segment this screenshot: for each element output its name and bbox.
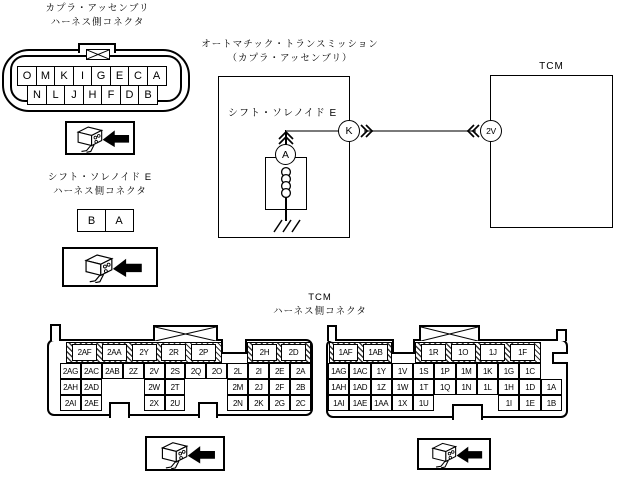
pin-1K: 1K (477, 363, 498, 379)
wire-solenoid-to-k (286, 130, 340, 132)
tcm-box (490, 75, 613, 228)
pin-H: H (83, 85, 103, 105)
connector-tab (556, 329, 567, 341)
pin-1T: 1T (413, 379, 434, 395)
pin-2S: 2S (165, 363, 186, 379)
pin-N: N (27, 85, 47, 105)
solenoid-inner-label: シフト・ソレノイド E (228, 108, 338, 119)
pin-1AI: 1AI (328, 395, 349, 411)
pin-2AE: 2AE (81, 395, 102, 411)
solenoid-winding-terminal: A (275, 144, 296, 165)
pin-J: J (64, 85, 84, 105)
pin-2O: 2O (206, 363, 227, 379)
pin-2B: 2B (290, 379, 311, 395)
pin-1AH: 1AH (328, 379, 349, 395)
pin-2N: 2N (227, 395, 248, 411)
coupler-connector-label-line2: ハーネス側コネクタ (50, 16, 145, 28)
pin-1Z: 1Z (371, 379, 392, 395)
coupler-connector-label (20, 2, 175, 29)
solenoid-connector-label (20, 171, 180, 198)
pin-1P: 1P (434, 363, 455, 379)
pin-2AC: 2AC (81, 363, 102, 379)
pin-B: B (77, 209, 106, 232)
ground-icon (271, 219, 303, 233)
pin-1E: 1E (519, 395, 540, 411)
pin-1Y: 1Y (371, 363, 392, 379)
coupler-connector-drawing (2, 49, 190, 112)
pin-G: G (91, 66, 111, 86)
pin-1O: 1O (451, 344, 476, 361)
pin-2X: 2X (144, 395, 165, 411)
pin-2I: 2I (248, 363, 269, 379)
pin-2E: 2E (269, 363, 290, 379)
pin-strip-hatched (66, 342, 222, 363)
connector-keyway-icon (153, 325, 218, 341)
pin-2AD: 2AD (81, 379, 102, 395)
pin-strip-hatched (247, 342, 311, 363)
pin-2P: 2P (191, 344, 216, 361)
pin-2G: 2G (269, 395, 290, 411)
pin-2M: 2M (227, 379, 248, 395)
pin-2Y: 2Y (132, 344, 157, 361)
connector-keyway-icon (86, 49, 110, 60)
pin-1F: 1F (510, 344, 535, 361)
pin-1G: 1G (498, 363, 519, 379)
coupler-pin-row-2 (27, 85, 158, 105)
connector-tab (327, 325, 337, 341)
coil-icon (276, 166, 296, 198)
pin-2H: 2H (252, 344, 277, 361)
connector-view-icon (145, 436, 225, 471)
pin-2K: 2K (248, 395, 269, 411)
connector-view-icon (417, 438, 491, 470)
pin-2U: 2U (165, 395, 186, 411)
connector-view-icon (65, 121, 135, 155)
pin-1D: 1D (519, 379, 540, 395)
pin-2T: 2T (165, 379, 186, 395)
connector-3d-sketch-icon (152, 439, 218, 469)
pin-strip-hatched (415, 342, 541, 363)
connector-3d-sketch-icon (423, 440, 485, 468)
inline-connector-right-icon (359, 123, 374, 139)
pin-D: D (120, 85, 140, 105)
pin-1R: 1R (421, 344, 446, 361)
pin-E: E (110, 66, 130, 86)
pin-2W: 2W (144, 379, 165, 395)
pin-A: A (105, 209, 134, 232)
pin-2AI: 2AI (60, 395, 81, 411)
pin-2A: 2A (290, 363, 311, 379)
ground-wire (285, 196, 287, 221)
pin-grid-left (60, 363, 311, 411)
terminal-k: K (338, 120, 360, 142)
pin-1AE: 1AE (349, 395, 370, 411)
solenoid-connector-drawing (77, 209, 134, 232)
pin-1AB: 1AB (363, 344, 388, 361)
tcm-box-label: TCM (539, 61, 564, 72)
pin-1C: 1C (519, 363, 540, 379)
terminal-2v: 2V (480, 120, 502, 142)
pin-grid-right (328, 363, 562, 411)
pin-2AB: 2AB (102, 363, 123, 379)
pin-1I: 1I (498, 395, 519, 411)
tcm-harness-connector-label-line1: TCM (308, 292, 332, 303)
pin-1J: 1J (480, 344, 505, 361)
pin-2V: 2V (144, 363, 165, 379)
pin-1H: 1H (498, 379, 519, 395)
pin-2AG: 2AG (60, 363, 81, 379)
tcm-connector-left-drawing (47, 339, 313, 416)
pin-1N: 1N (456, 379, 477, 395)
pin-strip-hatched (329, 342, 392, 363)
pin-F: F (101, 85, 121, 105)
pin-1V: 1V (392, 363, 413, 379)
inline-connector-up-icon (278, 131, 294, 146)
pin-1U: 1U (413, 395, 434, 411)
tcm-harness-connector-label-line2: ハーネス側コネクタ (273, 305, 367, 317)
pin-O: O (17, 66, 37, 86)
pin-1X: 1X (392, 395, 413, 411)
pin-1AD: 1AD (349, 379, 370, 395)
pin-2AF: 2AF (72, 344, 97, 361)
connector-keyway-icon (419, 325, 480, 341)
pin-K: K (54, 66, 74, 86)
pin-C: C (128, 66, 148, 86)
coupler-connector-label-line1: カプラ・アッセンブリ (45, 3, 150, 14)
pin-I: I (73, 66, 93, 86)
pin-1M: 1M (456, 363, 477, 379)
pin-1L: 1L (477, 379, 498, 395)
pin-A: A (147, 66, 167, 86)
tcm-harness-connector-label (240, 291, 400, 318)
pin-1AA: 1AA (371, 395, 392, 411)
connector-notch (221, 339, 247, 354)
pin-L: L (46, 85, 66, 105)
pin-2AH: 2AH (60, 379, 81, 395)
pin-2L: 2L (227, 363, 248, 379)
pin-2J: 2J (248, 379, 269, 395)
solenoid-connector-label-line1: シフト・ソレノイド E (47, 172, 153, 183)
pin-2Q: 2Q (185, 363, 206, 379)
pin-2C: 2C (290, 395, 311, 411)
coupler-pin-row-1 (17, 66, 167, 86)
pin-2R: 2R (161, 344, 186, 361)
pin-M: M (36, 66, 56, 86)
pin-2AA: 2AA (102, 344, 127, 361)
pin-1W: 1W (392, 379, 413, 395)
pin-1A: 1A (541, 379, 562, 395)
pin-1S: 1S (413, 363, 434, 379)
pin-2D: 2D (281, 344, 306, 361)
connector-notch (198, 402, 218, 418)
connector-notch (392, 339, 415, 354)
pin-1Q: 1Q (434, 379, 455, 395)
pin-2F: 2F (269, 379, 290, 395)
at-box-label-line1: オートマチック・トランスミッション (201, 39, 379, 50)
connector-3d-sketch-icon (68, 123, 132, 153)
connector-notch (452, 404, 483, 420)
at-box-label (200, 38, 380, 65)
tcm-connector-right-drawing (326, 339, 568, 418)
wire-k-to-2v (364, 130, 476, 132)
at-box-label-line2: （カプラ・アッセンブリ） (227, 52, 353, 64)
solenoid-connector-label-line2: ハーネス側コネクタ (53, 185, 147, 197)
connector-tab (50, 324, 61, 341)
connector-notch (109, 402, 130, 418)
pin-2Z: 2Z (123, 363, 144, 379)
pin-1AF: 1AF (333, 344, 358, 361)
connector-view-icon (62, 247, 158, 287)
connector-notch (552, 352, 568, 364)
pin-1B: 1B (541, 395, 562, 411)
pin-1AC: 1AC (349, 363, 370, 379)
inline-connector-left-icon (466, 123, 481, 139)
connector-3d-sketch-icon (75, 251, 145, 283)
pin-1AG: 1AG (328, 363, 349, 379)
pin-B: B (138, 85, 158, 105)
